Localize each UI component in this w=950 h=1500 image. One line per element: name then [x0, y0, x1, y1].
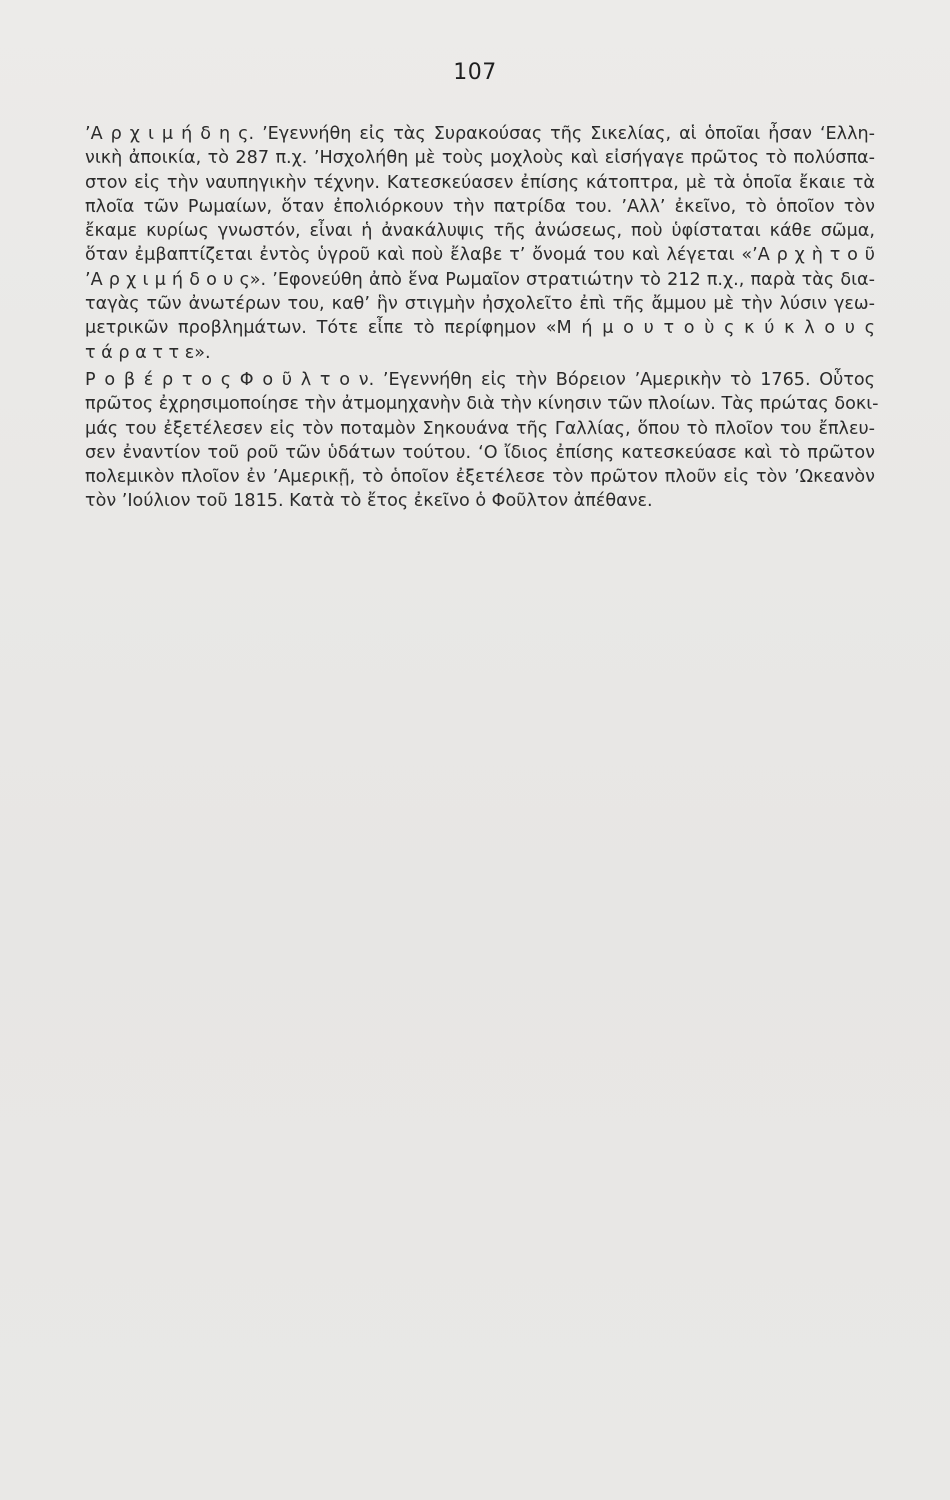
- text-line: πλοῖα τῶν Ρωμαίων, ὅταν ἐπολιόρκουν τὴν πατρίδα του. ’Αλλ’ ἐκεῖνο, τὸ ὁποῖον τὸν: [85, 196, 875, 217]
- paragraph-robert-fulton: [85, 368, 879, 514]
- text-line: ἔκαμε κυρίως γνωστόν, εἶναι ἡ ἀνακάλυψις τῆς ἀνώσεως, ποὺ ὑφίσταται κάθε σῶμα,: [85, 221, 875, 242]
- text-line: σεν ἐναντίον τοῦ ροῦ τῶν ὑδάτων τούτου. ‘Ο ἴδιος ἐπίσης κατεσκεύασε καὶ τὸ πρῶτον: [85, 442, 875, 463]
- text-line: πολεμικὸν πλοῖον ἐν ’Αμερικῇ, τὸ ὁποῖον ἐξετέλεσε τὸν πρῶτον πλοῦν εἰς τὸν ’Ωκεανὸν: [85, 467, 875, 488]
- text-line: ’Α ρ χ ι μ ή δ ο υ ς». ’Εφονεύθη ἀπὸ ἕνα Ρωμαῖον στρατιώτην τὸ 212 π.χ., παρὰ τὰς δια-: [85, 269, 875, 290]
- paragraph-archimedes: [85, 122, 875, 365]
- text-line: μετρικῶν προβλημάτων. Τότε εἶπε τὸ περίφημον «Μ ή μ ο υ τ ο ὺ ς κ ύ κ λ ο υ ς: [85, 318, 875, 339]
- text-line: νικὴ ἀποικία, τὸ 287 π.χ. ’Ησχολήθη μὲ τοὺς μοχλοὺς καὶ εἰσήγαγε πρῶτος τὸ πολύσπα-: [85, 148, 875, 169]
- text-line: ὅταν ἐμβαπτίζεται ἐντὸς ὑγροῦ καὶ ποὺ ἔλαβε τ’ ὄνομά του καὶ λέγεται «’Α ρ χ ὴ τ ο ῦ: [85, 245, 875, 266]
- text-line: πρῶτος ἐχρησιμοποίησε τὴν ἀτμομηχανὴν διὰ τὴν κίνησιν τῶν πλοίων. Τὰς πρώτας δοκι-: [85, 394, 879, 415]
- text-line: τ ά ρ α τ τ ε».: [85, 342, 211, 363]
- page-number: 107: [453, 60, 497, 85]
- text-line: ’Α ρ χ ι μ ή δ η ς. ’Εγεννήθη εἰς τὰς Συρακούσας τῆς Σικελίας, αἱ ὁποῖαι ἦσαν ‘Ελλη-: [85, 124, 875, 144]
- text-line: τὸν ’Ιούλιον τοῦ 1815. Κατὰ τὸ ἔτος ἐκεῖνο ὁ Φοῦλτον ἀπέθανε.: [85, 491, 653, 512]
- text-line: στον εἰς τὴν ναυπηγικὴν τέχνην. Κατεσκεύασεν ἐπίσης κάτοπτρα, μὲ τὰ ὁποῖα ἔκαιε τὰ: [85, 172, 875, 193]
- body-text: [85, 122, 879, 514]
- text-line: μάς του ἐξετέλεσεν εἰς τὸν ποταμὸν Σηκουάνα τῆς Γαλλίας, ὅπου τὸ πλοῖον του ἔπλευ-: [85, 418, 875, 439]
- text-line: ταγὰς τῶν ἀνωτέρων του, καθ’ ἣν στιγμὴν ἠσχολεῖτο ἐπὶ τῆς ἄμμου μὲ τὴν λύσιν γεω-: [85, 294, 875, 315]
- text-line: Ρ ο β έ ρ τ ο ς Φ ο ῦ λ τ ο ν. ’Εγεννήθη εἰς τὴν Βόρειον ’Αμερικὴν τὸ 1765. Οὗτος: [85, 369, 875, 390]
